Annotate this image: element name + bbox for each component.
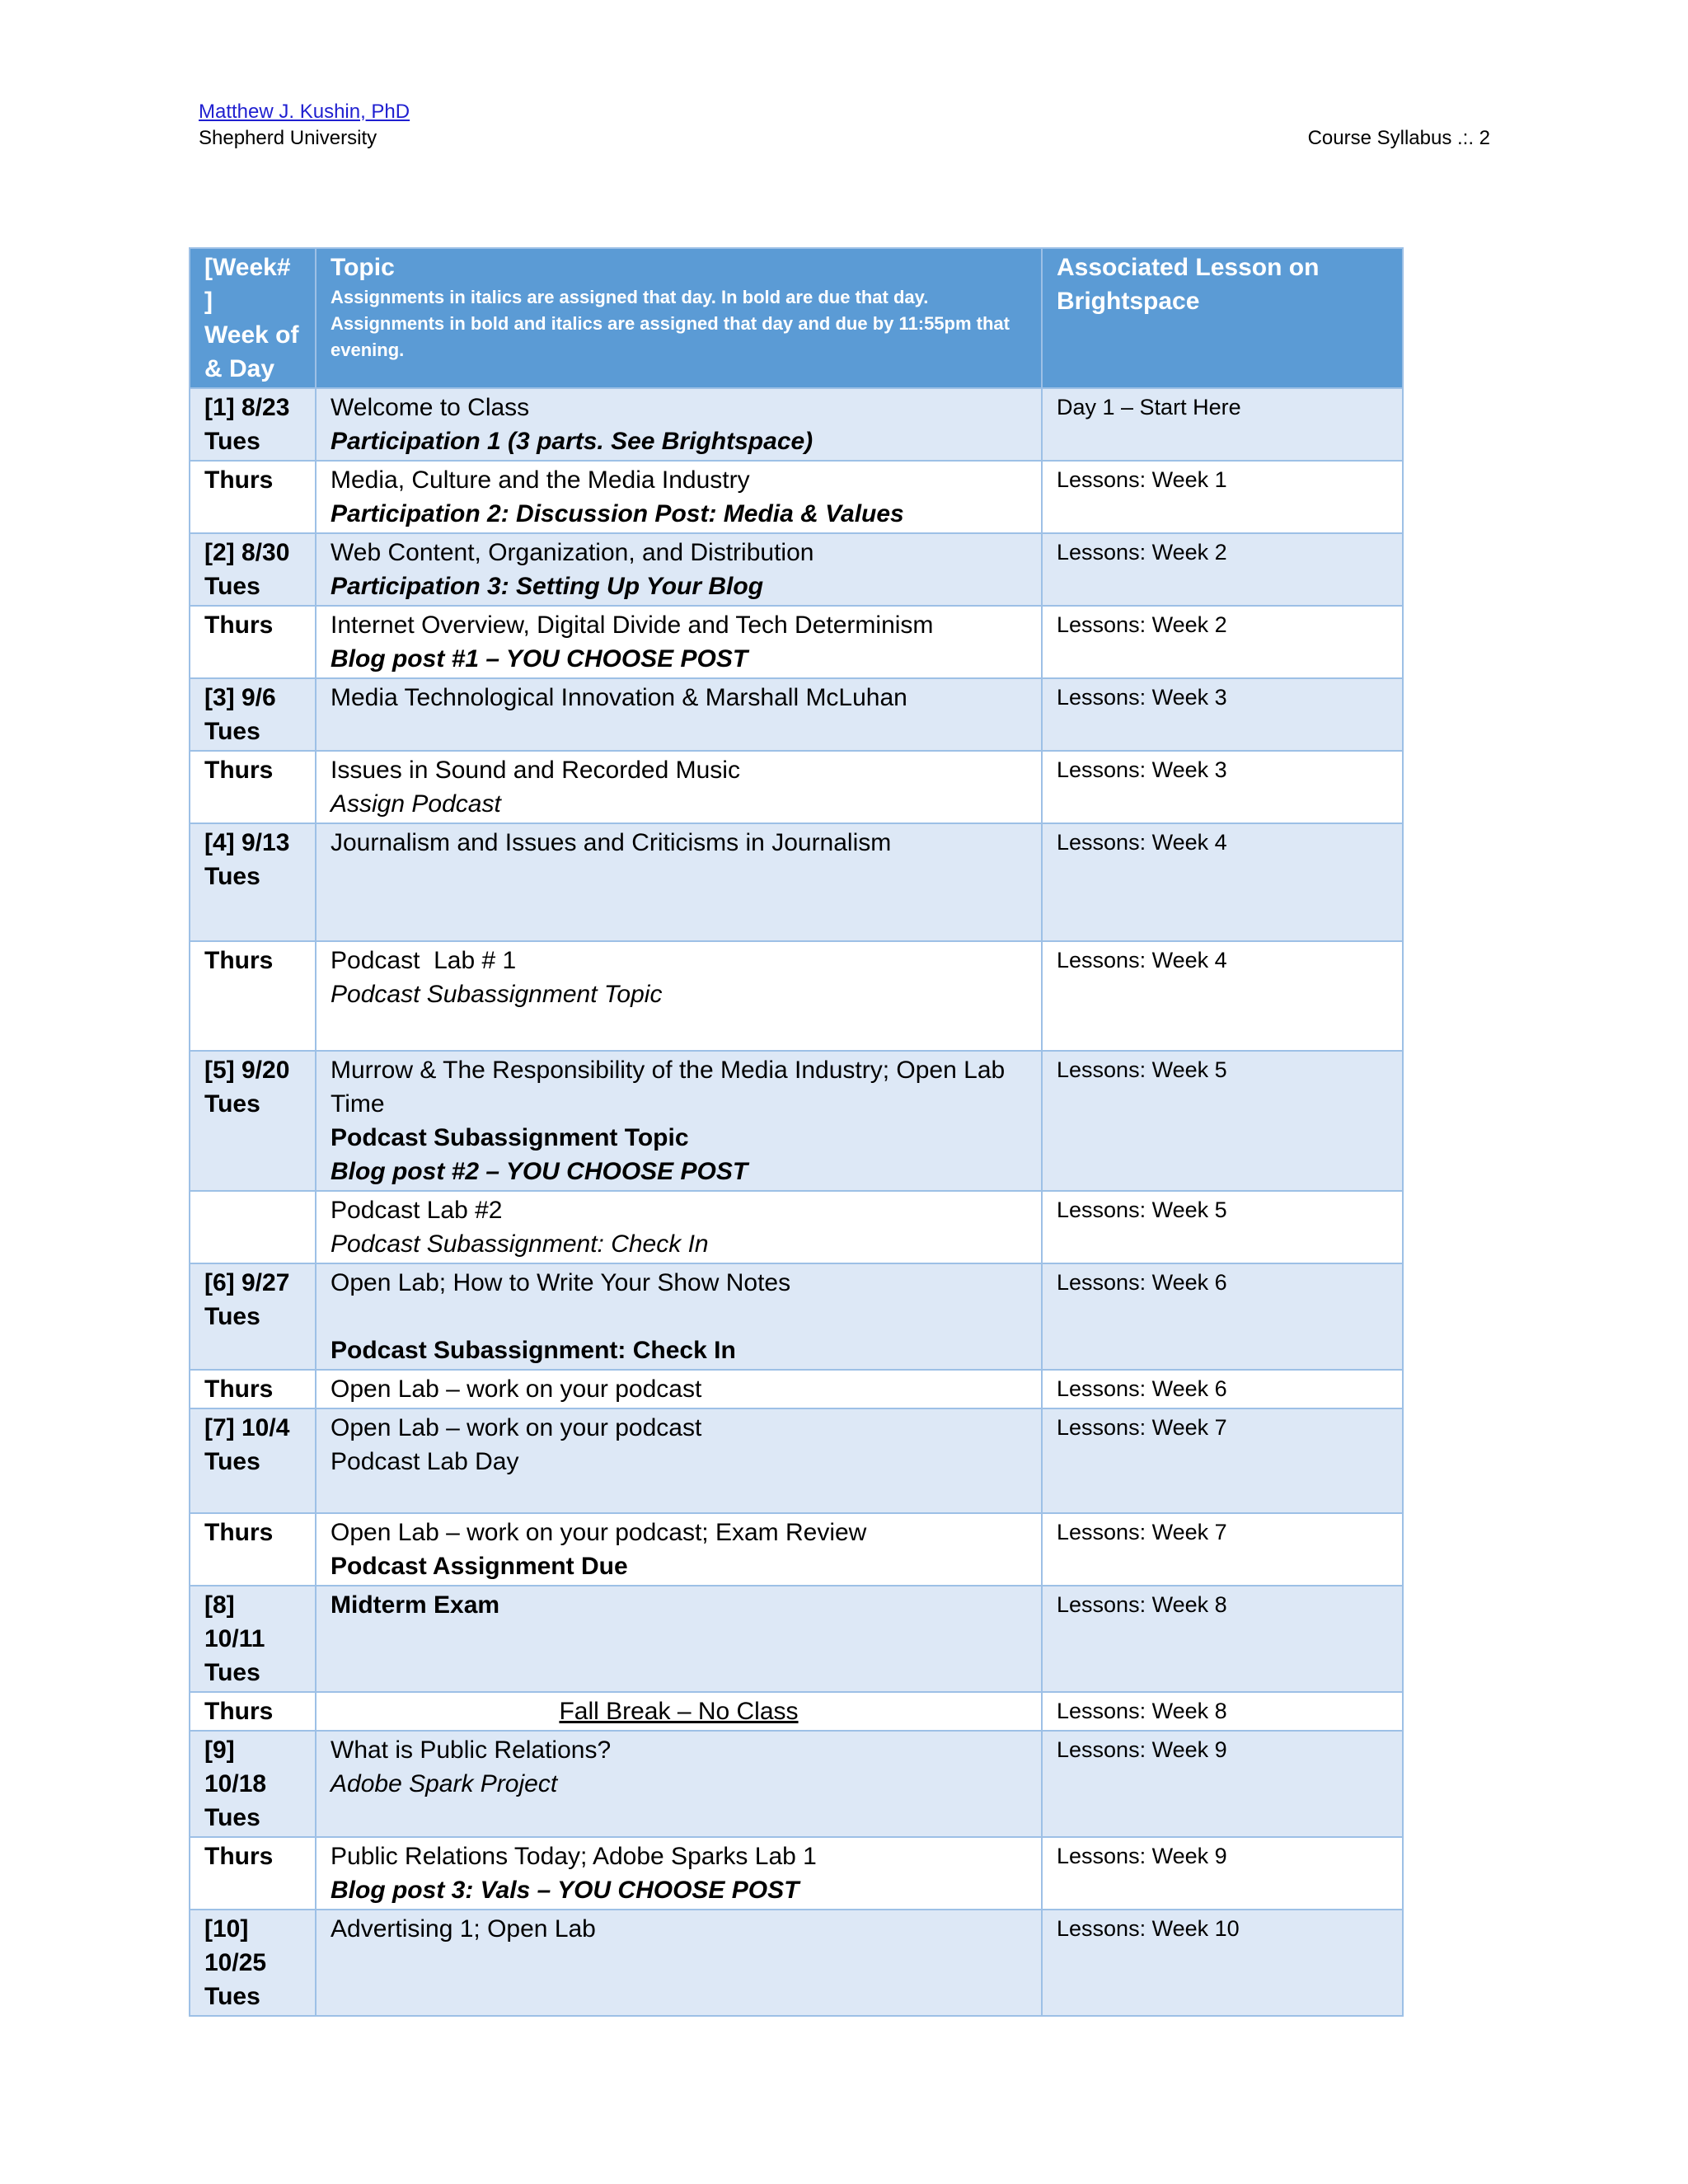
week-day-cell	[190, 751, 316, 823]
topic-cell	[316, 941, 1042, 1051]
assignment-due-text: Podcast Subassignment: Check In	[331, 1337, 736, 1364]
week-day-cell	[190, 941, 316, 1051]
topic-text: Murrow & The Responsibility of the Media Industry; Open Lab Time	[331, 1057, 1006, 1118]
day-label: Tues	[204, 1448, 260, 1475]
author-link[interactable]: Matthew J. Kushin, PhD	[199, 101, 410, 123]
week-label: [6] 9/27	[204, 1269, 290, 1296]
table-row	[190, 1837, 1403, 1910]
topic-text: Media, Culture and the Media Industry	[331, 466, 750, 494]
spacer	[331, 1300, 1027, 1333]
header-week-day	[190, 248, 316, 388]
table-row	[190, 751, 1403, 823]
lesson-cell: Lessons: Week 6	[1042, 1263, 1403, 1370]
table-row	[190, 1910, 1403, 2016]
header-topic-title: Topic	[331, 254, 395, 281]
week-label: [10]	[204, 1915, 249, 1943]
topic-text: Podcast Lab # 1	[331, 947, 517, 974]
header-lesson-line: Brightspace	[1057, 288, 1200, 315]
table-row	[190, 1408, 1403, 1513]
lesson-cell: Lessons: Week 7	[1042, 1408, 1403, 1513]
topic-cell	[316, 1692, 1042, 1731]
week-day-cell	[190, 1837, 316, 1910]
topic-text: Journalism and Issues and Criticisms in Journalism	[331, 829, 892, 856]
lesson-cell: Lessons: Week 8	[1042, 1586, 1403, 1692]
topic-cell	[316, 1191, 1042, 1263]
lesson-cell: Lessons: Week 2	[1042, 533, 1403, 606]
week-label: [7] 10/4	[204, 1414, 290, 1441]
header-lesson-line: Associated Lesson on	[1057, 254, 1320, 281]
topic-text: Fall Break – No Class	[559, 1698, 799, 1725]
topic-cell	[316, 1370, 1042, 1408]
table-row	[190, 1370, 1403, 1408]
week-day-cell	[190, 1263, 316, 1370]
topic-cell	[316, 1837, 1042, 1910]
topic-cell	[316, 533, 1042, 606]
lesson-cell: Lessons: Week 6	[1042, 1370, 1403, 1408]
topic-cell	[316, 751, 1042, 823]
assignment-text: Podcast Subassignment: Check In	[331, 1230, 709, 1258]
header-topic-note: Assignments in italics are assigned that day. In bold are due that day.	[331, 287, 929, 307]
topic-text: Internet Overview, Digital Divide and Tech Determinism	[331, 612, 934, 639]
assignment-text: Assign Podcast	[331, 790, 501, 818]
header-topic-note: Assignments in bold and italics are assigned that day and due by 11:55pm that evening.	[331, 313, 1010, 360]
topic-cell	[316, 678, 1042, 751]
header-lesson	[1042, 248, 1403, 388]
week-day-cell	[190, 1408, 316, 1513]
lesson-cell: Lessons: Week 4	[1042, 823, 1403, 941]
week-day-cell	[190, 1051, 316, 1191]
header-week-line: ]	[204, 288, 213, 315]
day-label: Thurs	[204, 1376, 274, 1403]
lesson-cell: Day 1 – Start Here	[1042, 388, 1403, 461]
topic-text: Podcast Lab Day	[331, 1448, 519, 1475]
table-row	[190, 1731, 1403, 1837]
week-day-cell	[190, 606, 316, 678]
assignment-text: Participation 3: Setting Up Your Blog	[331, 573, 764, 600]
header-topic	[316, 248, 1042, 388]
assignment-text: Blog post #2 – YOU CHOOSE POST	[331, 1158, 748, 1185]
week-label: [8]	[204, 1591, 235, 1619]
week-label: [2] 8/30	[204, 539, 290, 566]
lesson-cell: Lessons: Week 9	[1042, 1731, 1403, 1837]
table-row	[190, 388, 1403, 461]
week-label: [4] 9/13	[204, 829, 290, 856]
day-label: Tues	[204, 1804, 260, 1831]
schedule-table	[189, 247, 1404, 2017]
day-label: Tues	[204, 1983, 260, 2010]
topic-text: Open Lab; How to Write Your Show Notes	[331, 1269, 791, 1296]
lesson-cell: Lessons: Week 4	[1042, 941, 1403, 1051]
day-label: Thurs	[204, 1698, 274, 1725]
topic-cell	[316, 823, 1042, 941]
week-day-cell	[190, 388, 316, 461]
topic-cell	[316, 1408, 1042, 1513]
topic-cell	[316, 606, 1042, 678]
table-row	[190, 1191, 1403, 1263]
table-row	[190, 823, 1403, 941]
assignment-text: Participation 1 (3 parts. See Brightspace)	[331, 428, 814, 455]
week-label: [3] 9/6	[204, 684, 276, 711]
day-label: Tues	[204, 1090, 260, 1118]
day-label: Thurs	[204, 466, 274, 494]
assignment-due-text: Podcast Subassignment Topic	[331, 1124, 689, 1151]
assignment-text: Podcast Subassignment Topic	[331, 981, 663, 1008]
topic-text: Issues in Sound and Recorded Music	[331, 757, 740, 784]
week-day-cell	[190, 1910, 316, 2016]
week-label: [9]	[204, 1736, 235, 1764]
topic-cell	[316, 1586, 1042, 1692]
week-day-cell	[190, 823, 316, 941]
week-day-cell	[190, 1191, 316, 1263]
week-day-cell	[190, 1731, 316, 1837]
week-day-cell	[190, 1370, 316, 1408]
topic-text: Media Technological Innovation & Marshall McLuhan	[331, 684, 907, 711]
topic-cell	[316, 1513, 1042, 1586]
header-week-line: & Day	[204, 355, 275, 382]
assignment-due-text: Podcast Assignment Due	[331, 1553, 628, 1580]
date-label: 10/18	[204, 1770, 267, 1797]
table-row	[190, 1263, 1403, 1370]
table-row	[190, 1051, 1403, 1191]
topic-cell	[316, 1910, 1042, 2016]
day-label: Thurs	[204, 612, 274, 639]
table-row	[190, 533, 1403, 606]
lesson-cell: Lessons: Week 9	[1042, 1837, 1403, 1910]
table-header-row	[190, 248, 1403, 388]
topic-cell	[316, 1263, 1042, 1370]
topic-text: Open Lab – work on your podcast	[331, 1376, 702, 1403]
header-week-line: Week of	[204, 321, 299, 349]
lesson-cell: Lessons: Week 10	[1042, 1910, 1403, 2016]
day-label: Thurs	[204, 757, 274, 784]
table-row	[190, 678, 1403, 751]
day-label: Tues	[204, 1659, 260, 1686]
assignment-text: Adobe Spark Project	[331, 1770, 558, 1797]
day-label: Tues	[204, 573, 260, 600]
table-row	[190, 606, 1403, 678]
topic-text: What is Public Relations?	[331, 1736, 612, 1764]
topic-text: Web Content, Organization, and Distribution	[331, 539, 814, 566]
day-label: Thurs	[204, 1519, 274, 1546]
week-day-cell	[190, 1586, 316, 1692]
header-week-line: [Week#	[204, 254, 291, 281]
week-day-cell	[190, 678, 316, 751]
topic-cell	[316, 1731, 1042, 1837]
page-label: Course Syllabus .:. 2	[1307, 127, 1490, 149]
lesson-cell: Lessons: Week 3	[1042, 678, 1403, 751]
topic-cell	[316, 388, 1042, 461]
table-row	[190, 1692, 1403, 1731]
assignment-text: Participation 2: Discussion Post: Media & Values	[331, 500, 904, 527]
week-day-cell	[190, 1513, 316, 1586]
day-label: Tues	[204, 718, 260, 745]
week-label: [1] 8/23	[204, 394, 290, 421]
lesson-cell: Lessons: Week 5	[1042, 1051, 1403, 1191]
table-row	[190, 461, 1403, 533]
date-label: 10/11	[204, 1625, 265, 1652]
institution-name: Shepherd University	[199, 127, 377, 149]
day-label: Thurs	[204, 1843, 274, 1870]
table-row	[190, 941, 1403, 1051]
table-row	[190, 1586, 1403, 1692]
week-day-cell	[190, 461, 316, 533]
lesson-cell: Lessons: Week 8	[1042, 1692, 1403, 1731]
day-label: Tues	[204, 1303, 260, 1330]
day-label: Tues	[204, 863, 260, 890]
week-label: [5] 9/20	[204, 1057, 290, 1084]
assignment-text: Blog post #1 – YOU CHOOSE POST	[331, 645, 748, 673]
topic-text: Public Relations Today; Adobe Sparks Lab 1	[331, 1843, 817, 1870]
topic-cell	[316, 461, 1042, 533]
day-label: Thurs	[204, 947, 274, 974]
topic-text: Open Lab – work on your podcast; Exam Review	[331, 1519, 867, 1546]
lesson-cell: Lessons: Week 2	[1042, 606, 1403, 678]
table-row	[190, 1513, 1403, 1586]
week-day-cell	[190, 533, 316, 606]
topic-text: Open Lab – work on your podcast	[331, 1414, 702, 1441]
lesson-cell: Lessons: Week 7	[1042, 1513, 1403, 1586]
topic-text: Welcome to Class	[331, 394, 530, 421]
assignment-text: Blog post 3: Vals – YOU CHOOSE POST	[331, 1877, 799, 1904]
topic-cell	[316, 1051, 1042, 1191]
lesson-cell: Lessons: Week 1	[1042, 461, 1403, 533]
day-label: Tues	[204, 428, 260, 455]
lesson-cell: Lessons: Week 5	[1042, 1191, 1403, 1263]
date-label: 10/25	[204, 1949, 267, 1976]
topic-text: Midterm Exam	[331, 1591, 500, 1619]
week-day-cell	[190, 1692, 316, 1731]
topic-text: Advertising 1; Open Lab	[331, 1915, 596, 1943]
topic-text: Podcast Lab #2	[331, 1197, 503, 1224]
lesson-cell: Lessons: Week 3	[1042, 751, 1403, 823]
